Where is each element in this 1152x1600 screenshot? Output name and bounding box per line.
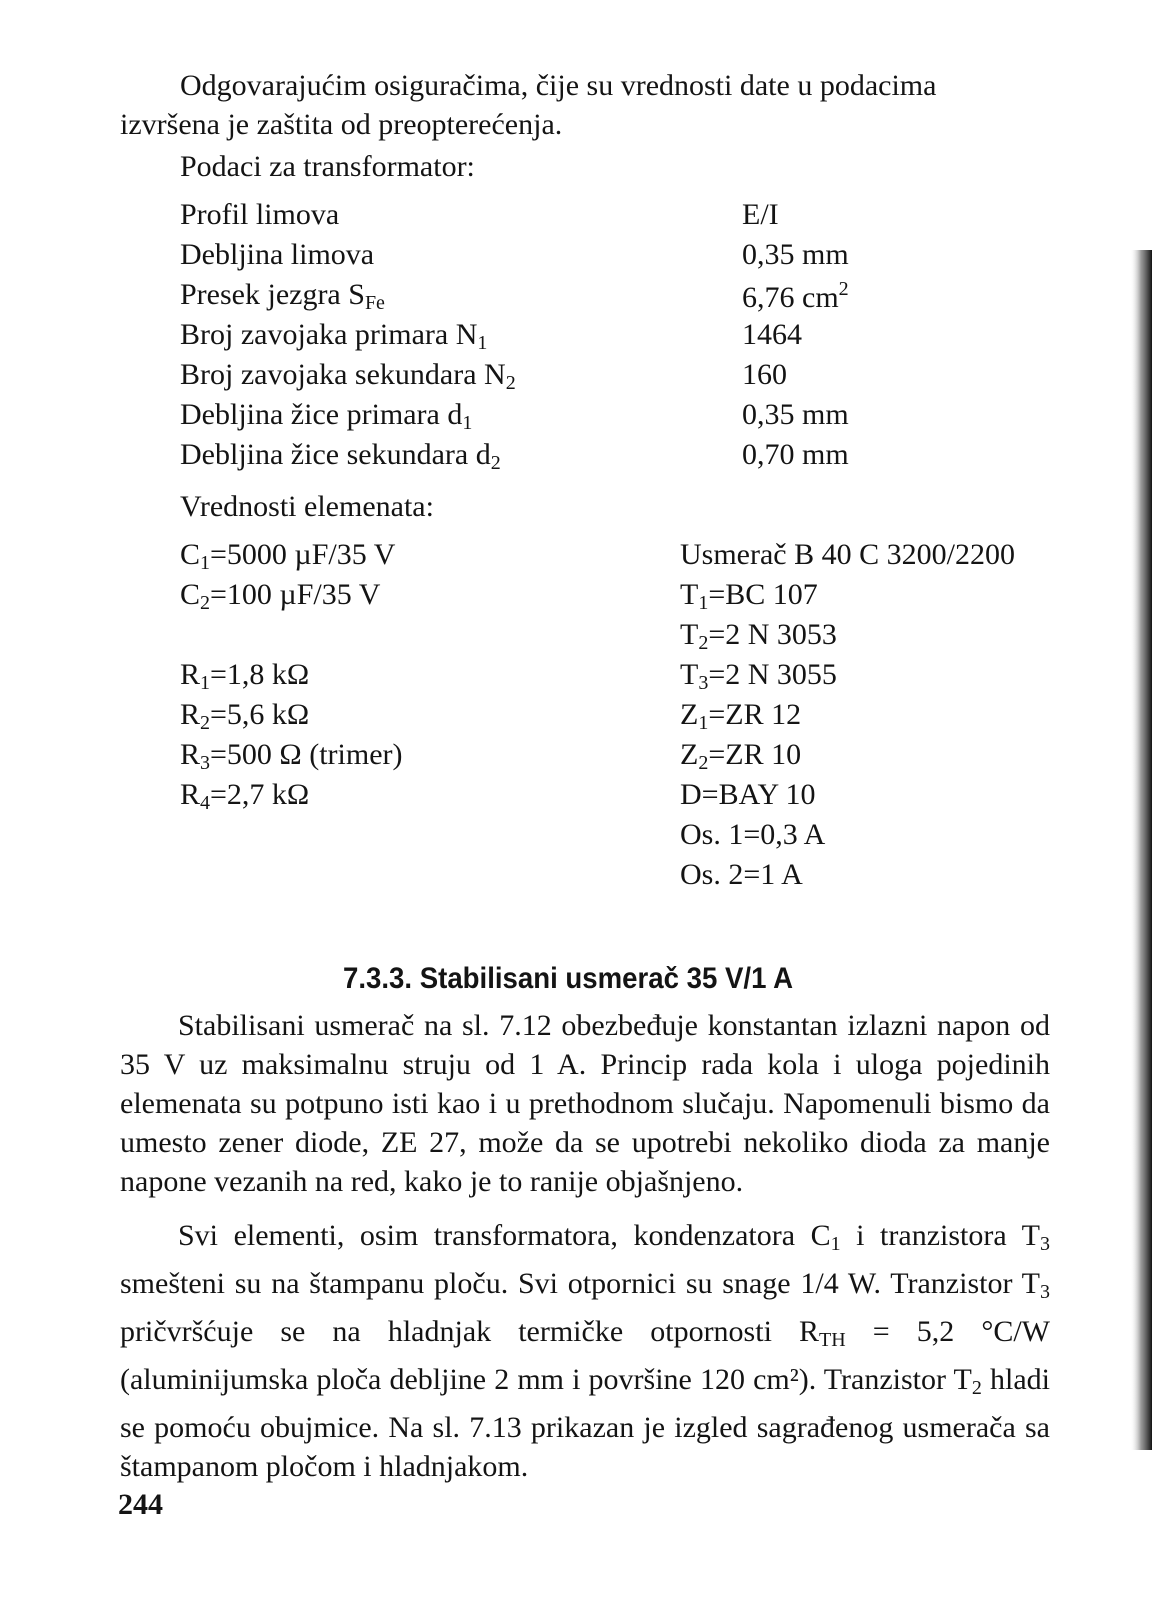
transformer-value: 0,35 mm [742, 398, 849, 431]
element-value-right: $Z_1=ZR$ 12 [680, 698, 802, 734]
element-value-left: $R_2=5,6$ kΩ [180, 698, 310, 734]
element-value-left: $R_3=500$ Ω (trimer) [180, 738, 403, 774]
transformer-value: 160 [742, 358, 787, 391]
element-value-right: $T_2=2$ N 3053 [680, 618, 837, 654]
element-value-right: $T_1=BC$ 107 [680, 578, 818, 614]
element-value-left: $C_2=100$ µF/35 V [180, 578, 381, 614]
element-value-left: $R_4=2,7$ kΩ [180, 778, 310, 814]
element-value-right: D=BAY 10 [680, 778, 816, 811]
transformer-label: Debljina žice primara $d_1$ [180, 398, 473, 434]
element-value-right: $Z_2=ZR$ 10 [680, 738, 802, 774]
element-value-right: Os. 2=1 A [680, 858, 803, 891]
element-value-left: $R_1=1,8$ kΩ [180, 658, 310, 694]
element-value-left: $C_1=5000$ µF/35 V [180, 538, 396, 574]
transformer-value: 0,70 mm [742, 438, 849, 471]
section-paragraph-1: Stabilisani usmerač na sl. 7.12 obezbeđuje konstantan izlazni napon od 35 V uz maksimalnu struju od 1 A. Princip rada kola i uloga pojedinih elemenata su potpuno isti kao i u prethodnom slučaju. Napomenuli bismo da umesto zener diode, ZE 27, može da se upotrebi nekoliko dioda za manje napone vezanih na red, kako je to ranije objašnjeno. [120, 1009, 1050, 1198]
transformer-label: Broj zavojaka primara $N_1$ [180, 318, 488, 354]
transformer-heading: Podaci za transformator: [180, 150, 475, 183]
transformer-value: 0,35 mm [742, 238, 849, 271]
page-number: 244 [118, 1488, 163, 1521]
section-paragraph-2: Svi elementi, osim transformatora, kondenzatora $C_1$ i tranzistora $T_3$ smešteni su na štampanu ploču. Svi otpornici su snage 1/4 W. Tranzistor $T_3$ pričvršćuje se na hladnjak termičke otpornosti $R_{TH} = 5,2$ °C/W (aluminijumska ploča debljine 2 mm i površine 120 cm²). Tranzistor $T_2$ hladi se pomoću obujmice. Na sl. 7.13 prikazan je izgled sagrađenog usmerača sa štampanom pločom i hladnjakom. [120, 1219, 1050, 1483]
transformer-label: Presek jezgra $S_{Fe}$ [180, 278, 385, 314]
transformer-label: Debljina žice sekundara $d_2$ [180, 438, 501, 474]
transformer-value: E/I [742, 198, 779, 231]
intro-line-1: Odgovarajućim osiguračima, čije su vrednosti date u podacima [180, 69, 937, 102]
scan-shadow-edge [1122, 0, 1152, 1600]
transformer-value: 1464 [742, 318, 802, 351]
intro-paragraph [120, 66, 1050, 144]
transformer-label: Debljina limova [180, 238, 375, 271]
element-value-right: $T_3=2$ N 3055 [680, 658, 837, 694]
intro-line-2: izvršena je zaštita od preopterećenja. [120, 108, 563, 141]
transformer-label: Broj zavojaka sekundara $N_2$ [180, 358, 516, 394]
transformer-label: Profil limova [180, 198, 340, 231]
element-value-right: Usmerač B 40 C 3200/2200 [680, 538, 1015, 571]
element-value-right: Os. 1=0,3 A [680, 818, 826, 851]
section-title: 7.3.3. Stabilisani usmerač 35 V/1 A [343, 962, 794, 995]
elements-heading: Vrednosti elemenata: [180, 490, 434, 523]
transformer-value: 6,76 $cm^2$ [742, 278, 849, 314]
